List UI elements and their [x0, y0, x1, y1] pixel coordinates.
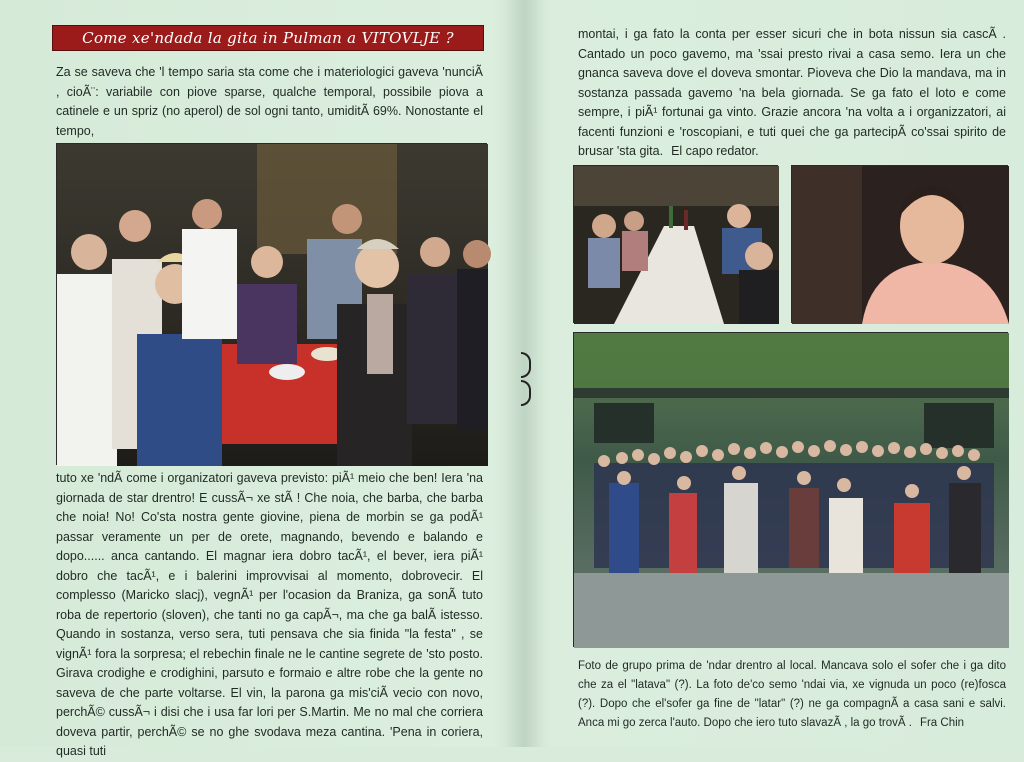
portrait-photo [791, 165, 1008, 323]
article-title-banner [52, 25, 484, 51]
dinner-photo [573, 165, 778, 323]
photo-caption [578, 657, 1006, 733]
intro-paragraph: Za se saveva che 'l tempo saria sta come che i materiologici gaveva 'nunciÃ , cioÃ¨: variabile con piove sparse, qualche temporal, possibile piova a catinele e un spriz (no aperol) de sol ogni tanto, umiditÃ 69%. Nonostante el tempo, [56, 65, 483, 138]
editor-signature: El capo redator. [671, 144, 759, 158]
dinner-photo-image [574, 166, 779, 324]
portrait-photo-image [792, 166, 1009, 324]
party-photo [56, 143, 487, 465]
article-title: Come xe'ndada la gita in Pulman a VITOVLJE ? [82, 29, 454, 47]
continuation-paragraph [578, 25, 1006, 162]
caption-author: Fra Chin [919, 717, 965, 729]
party-photo-image [57, 144, 488, 466]
body-paragraph: tuto xe 'ndÃ come i organizatori gaveva previsto: piÃ¹ meio che ben! Iera 'na giornada de star drentro! E cussÃ¬ xe stÃ ! Che noia, che barba, che barba che noia! No! Co'sta nostra gente giovine, piena de morbin se ga podÃ¹ passar veramente un per de orete, magnando, bevendo e balando e dopo...... anca cantando. El magnar iera dobro tacÃ¹, el bever, iera piÃ¹ dobro che tacÃ¹, e i balerini improvvisai al momento, dobrovecir. El complesso (Maricko slacj), vegnÃ¹ per l'ocasion da Braniza, ga sonÃ tuto roba de repertorio (sloven), che tanti no ga capÃ¬, ma che ga balÃ istesso. Quando in sostanza, verso sera, tuti pensava che sia finida "la festa" , se vignÃ¹ fora la sorpresa; el rebechin finale ne le cantine segrete de 'sto posto. Girava crodighe e crodighini, parsuto e formaio e altre robe che la gente no saveva de che parte voltarse. El vin, la parona ga mis'ciÃ vecio con novo, perchÃ© cussÃ¬ i disi che i usa far lori per S.Martin. Me no mal che corriera doveva partir, perchÃ© se no ghe svodava meza cantina. 'Pena in coriera, quasi tuti [56, 471, 483, 758]
group-photo-image [574, 333, 1009, 648]
group-photo [573, 332, 1008, 647]
continuation-text: montai, i ga fato la conta per esser sicuri che in bota nissun sia cascÃ . Cantado un poco gavemo, ma 'ssai presto rivai a casa semo. Iera un che gnanca saveva dove el doveva smontar. Pioveva che Dio la mandava, ma in sostanza passada gavemo 'na bela giornada. Se ga fato el loto e come sempre, i piÃ¹ fortunai ga vinto. Grazie ancora 'na volta a i organizzatori, ai facenti funzioni e 'roscopiani, e tuti quei che ga partecipÃ co'ssai spirito de brusar 'sta gita. [578, 27, 1006, 158]
caption-text: Foto de grupo prima de 'ndar drentro al local. Mancava solo el sofer che i ga dito che za el "latava" (?). La foto de'co semo 'ndai via, xe vignuda un poco (re)fosca (?). Dopo che el'sofer ga fine de "latar" (?) ne ga compagnÃ a casa sani e salvi. Anca mi go zerca l'auto. Dopo che iero tuto slavazÃ , la go trovÃ . [578, 660, 1006, 729]
